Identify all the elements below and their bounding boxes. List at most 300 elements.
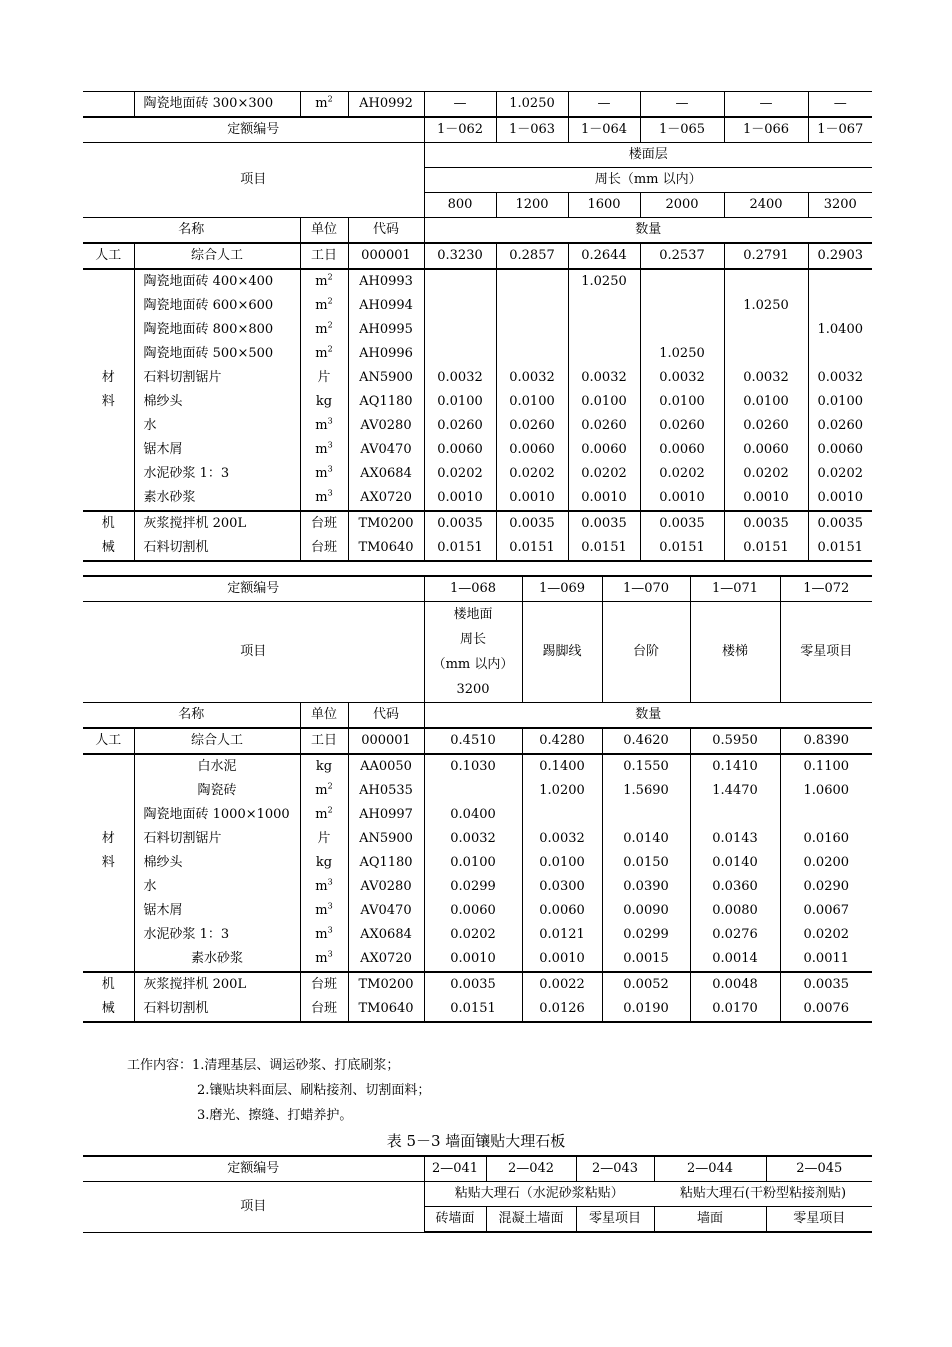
category-cell <box>83 754 134 779</box>
code-header: 代码 <box>348 218 424 244</box>
quantity-cell: 0.0151 <box>496 536 568 561</box>
unit-cell: $m^3$ <box>300 923 348 947</box>
quantity-cell: 0.2791 <box>724 243 808 269</box>
material-code: AX0720 <box>348 947 424 972</box>
work-content-label: 工作内容： <box>127 1058 193 1073</box>
quantity-cell: 0.1030 <box>424 754 522 779</box>
unit-cell: kg <box>300 851 348 875</box>
quantity-cell: 0.0100 <box>568 390 640 414</box>
machine-code: TM0640 <box>348 536 424 561</box>
category-cell: 械 <box>83 536 134 561</box>
quantity-cell: 0.0100 <box>724 390 808 414</box>
quantity-cell: 0.0060 <box>724 438 808 462</box>
material-code: AA0050 <box>348 754 424 779</box>
quantity-cell: 0.0202 <box>424 923 522 947</box>
quantity-cell: 1.0250 <box>496 92 568 118</box>
quantity-cell: 0.0100 <box>424 390 496 414</box>
category-cell <box>83 318 134 342</box>
quantity-cell: 0.0035 <box>496 511 568 536</box>
quantity-cell: 0.0035 <box>808 511 872 536</box>
quantity-cell: 0.1400 <box>522 754 602 779</box>
quota-number: 1－066 <box>724 117 808 143</box>
quantity-cell: 0.0140 <box>690 851 780 875</box>
quantity-cell: 0.0151 <box>640 536 724 561</box>
material-name: 素水砂浆 <box>134 486 300 511</box>
quantity-cell: — <box>568 92 640 118</box>
quantity-cell: 0.0060 <box>640 438 724 462</box>
quantity-cell: 0.0080 <box>690 899 780 923</box>
quantity-cell: 0.2644 <box>568 243 640 269</box>
material-code: AH0993 <box>348 269 424 294</box>
quantity-cell: 0.0100 <box>424 851 522 875</box>
unit-cell: $m^3$ <box>300 875 348 899</box>
quantity-cell: 0.0032 <box>568 366 640 390</box>
name-header: 名称 <box>83 703 300 729</box>
quantity-cell: 0.0067 <box>780 899 872 923</box>
unit-cell: $m^3$ <box>300 414 348 438</box>
unit-cell: 片 <box>300 827 348 851</box>
material-code: AH0997 <box>348 803 424 827</box>
machine-name: 灰浆搅拌机 200L <box>134 972 300 997</box>
quantity-cell <box>522 803 602 827</box>
quantity-cell: 0.0170 <box>690 997 780 1022</box>
machine-code: TM0640 <box>348 997 424 1022</box>
unit-cell: $m^2$ <box>300 269 348 294</box>
quantity-cell <box>724 318 808 342</box>
quantity-cell: 0.0010 <box>640 486 724 511</box>
unit-cell: $m^3$ <box>300 899 348 923</box>
quantity-header: 数量 <box>424 703 872 729</box>
quantity-cell: 0.2903 <box>808 243 872 269</box>
labor-name: 综合人工 <box>134 728 300 754</box>
quantity-cell <box>496 318 568 342</box>
category-cell: 料 <box>83 851 134 875</box>
category-cell <box>83 414 134 438</box>
material-name: 锯木屑 <box>134 438 300 462</box>
material-name: 陶瓷地面砖 400×400 <box>134 269 300 294</box>
quantity-cell: 0.0151 <box>724 536 808 561</box>
unit-cell: $m^3$ <box>300 947 348 972</box>
quantity-cell <box>568 294 640 318</box>
item-header: 楼梯 <box>690 602 780 703</box>
quantity-cell <box>424 294 496 318</box>
material-name: 棉纱头 <box>134 390 300 414</box>
quantity-cell: 0.0032 <box>522 827 602 851</box>
sub-header: 混凝土墙面 <box>486 1207 576 1233</box>
unit-cell: $m^2$ <box>300 92 348 118</box>
category-cell: 料 <box>83 390 134 414</box>
material-code: AH0535 <box>348 779 424 803</box>
quota-number-label: 定额编号 <box>83 117 424 143</box>
unit-cell: 台班 <box>300 972 348 997</box>
material-name: 水 <box>134 414 300 438</box>
category-cell: 机 <box>83 972 134 997</box>
quantity-cell: 0.0060 <box>496 438 568 462</box>
machine-name: 石料切割机 <box>134 997 300 1022</box>
labor-code: 000001 <box>348 243 424 269</box>
quantity-header: 数量 <box>424 218 872 244</box>
quantity-cell <box>496 269 568 294</box>
quantity-cell: 0.0048 <box>690 972 780 997</box>
quota-number: 1－067 <box>808 117 872 143</box>
item-label: 项目 <box>83 1182 424 1233</box>
quota-number: 2—042 <box>486 1156 576 1182</box>
quantity-cell <box>640 269 724 294</box>
quantity-cell: 0.8390 <box>780 728 872 754</box>
category-cell: 材 <box>83 827 134 851</box>
category-cell <box>83 438 134 462</box>
material-name: 陶瓷砖 <box>134 779 300 803</box>
quantity-cell: 0.0035 <box>640 511 724 536</box>
quantity-cell: 0.0260 <box>424 414 496 438</box>
group-header: 粘贴大理石(干粉型粘接剂贴) <box>654 1182 872 1207</box>
quantity-cell: 0.0151 <box>424 536 496 561</box>
item-floor-line: 楼地面 <box>453 607 493 622</box>
labor-code: 000001 <box>348 728 424 754</box>
material-name: 陶瓷地面砖 500×500 <box>134 342 300 366</box>
material-code: AQ1180 <box>348 851 424 875</box>
quantity-cell: 0.0060 <box>808 438 872 462</box>
unit-cell: $m^3$ <box>300 486 348 511</box>
quantity-cell: 0.0121 <box>522 923 602 947</box>
quantity-cell: 0.0202 <box>568 462 640 486</box>
quota-table-marble <box>83 1155 872 1233</box>
quantity-cell: — <box>724 92 808 118</box>
quantity-cell: 0.0010 <box>496 486 568 511</box>
sub-header: 周长（mm 以内） <box>424 168 872 193</box>
quantity-cell: 0.0035 <box>568 511 640 536</box>
quantity-cell: 0.1410 <box>690 754 780 779</box>
work-content <box>127 1056 399 1076</box>
perimeter-size: 3200 <box>808 193 872 218</box>
category-cell <box>83 342 134 366</box>
quantity-cell: 0.0400 <box>424 803 522 827</box>
item-label: 项目 <box>83 602 424 703</box>
quantity-cell: 0.4510 <box>424 728 522 754</box>
quantity-cell: 0.0202 <box>808 462 872 486</box>
material-code: AH0996 <box>348 342 424 366</box>
quantity-cell <box>640 294 724 318</box>
quantity-cell: 0.0015 <box>602 947 690 972</box>
category-cell <box>83 462 134 486</box>
quantity-cell: 1.4470 <box>690 779 780 803</box>
quota-table-floor-misc <box>83 575 872 1023</box>
quantity-cell: 0.0100 <box>522 851 602 875</box>
material-name: 陶瓷地面砖 1000×1000 <box>134 803 300 827</box>
sub-header: 砖墙面 <box>424 1207 486 1233</box>
quantity-cell: 0.0260 <box>808 414 872 438</box>
unit-header: 单位 <box>300 218 348 244</box>
quantity-cell <box>424 779 522 803</box>
unit-cell: 台班 <box>300 536 348 561</box>
quantity-cell: 0.0276 <box>690 923 780 947</box>
quota-number: 2—044 <box>654 1156 766 1182</box>
quantity-cell <box>424 318 496 342</box>
item-floor-line: （mm 以内） <box>432 657 514 672</box>
quantity-cell: 1.5690 <box>602 779 690 803</box>
material-code: AX0720 <box>348 486 424 511</box>
perimeter-size: 1200 <box>496 193 568 218</box>
quantity-cell: 0.0100 <box>496 390 568 414</box>
category-cell: 材 <box>83 366 134 390</box>
unit-cell: $m^2$ <box>300 318 348 342</box>
quantity-cell <box>496 342 568 366</box>
quantity-cell: 0.0290 <box>780 875 872 899</box>
unit-cell: 台班 <box>300 997 348 1022</box>
quantity-cell <box>690 803 780 827</box>
quantity-cell <box>496 294 568 318</box>
quantity-cell: 0.5950 <box>690 728 780 754</box>
perimeter-size: 2000 <box>640 193 724 218</box>
quantity-cell: 0.0060 <box>522 899 602 923</box>
quantity-cell: 0.0010 <box>724 486 808 511</box>
quantity-cell <box>808 269 872 294</box>
unit-cell: $m^2$ <box>300 342 348 366</box>
quantity-cell: 0.4280 <box>522 728 602 754</box>
quota-number: 1—069 <box>522 576 602 602</box>
quota-number: 1—072 <box>780 576 872 602</box>
material-name: 水泥砂浆 1：3 <box>134 923 300 947</box>
material-name: 陶瓷地面砖 300×300 <box>134 92 300 118</box>
material-code: AQ1180 <box>348 390 424 414</box>
category-cell <box>83 875 134 899</box>
quantity-cell: 0.0160 <box>780 827 872 851</box>
quantity-cell: 0.0052 <box>602 972 690 997</box>
quantity-cell <box>780 803 872 827</box>
item-label: 项目 <box>83 143 424 218</box>
quantity-cell: 0.0260 <box>640 414 724 438</box>
quantity-cell <box>808 294 872 318</box>
work-content-line-2: 2.镶贴块料面层、刷粘接剂、切割面料； <box>197 1083 431 1098</box>
quantity-cell: 0.0202 <box>424 462 496 486</box>
quota-table-floor-layer <box>83 91 872 562</box>
material-code: AX0684 <box>348 923 424 947</box>
unit-cell: $m^3$ <box>300 462 348 486</box>
quantity-cell: 0.0100 <box>640 390 724 414</box>
category-cell: 人工 <box>83 728 134 754</box>
quantity-cell: 1.0250 <box>568 269 640 294</box>
quantity-cell: 1.0250 <box>640 342 724 366</box>
quantity-cell: 0.0032 <box>424 827 522 851</box>
category-cell <box>83 803 134 827</box>
quantity-cell: 0.0010 <box>808 486 872 511</box>
quota-number: 2—041 <box>424 1156 486 1182</box>
quota-number: 1－062 <box>424 117 496 143</box>
category-cell <box>83 947 134 972</box>
item-header: 台阶 <box>602 602 690 703</box>
quantity-cell: 1.0250 <box>724 294 808 318</box>
quantity-cell: 0.0035 <box>724 511 808 536</box>
quantity-cell <box>424 342 496 366</box>
quantity-cell <box>602 803 690 827</box>
quantity-cell: 0.0060 <box>568 438 640 462</box>
quantity-cell: 0.0010 <box>424 486 496 511</box>
quota-number: 1—070 <box>602 576 690 602</box>
quantity-cell: 0.0202 <box>780 923 872 947</box>
quantity-cell <box>424 269 496 294</box>
material-name: 棉纱头 <box>134 851 300 875</box>
material-name: 素水砂浆 <box>134 947 300 972</box>
unit-cell: 工日 <box>300 728 348 754</box>
quantity-cell: — <box>808 92 872 118</box>
quantity-cell: 0.0151 <box>808 536 872 561</box>
unit-cell: $m^2$ <box>300 803 348 827</box>
quantity-cell: 0.2857 <box>496 243 568 269</box>
quantity-cell: 0.0360 <box>690 875 780 899</box>
quantity-cell: 0.1100 <box>780 754 872 779</box>
quantity-cell: 0.1550 <box>602 754 690 779</box>
category-cell <box>83 294 134 318</box>
item-floor-line: 周长 <box>460 632 487 647</box>
unit-cell: $m^2$ <box>300 294 348 318</box>
unit-cell: 台班 <box>300 511 348 536</box>
quantity-cell <box>568 318 640 342</box>
material-name: 石料切割锯片 <box>134 366 300 390</box>
quota-number: 1－065 <box>640 117 724 143</box>
quantity-cell: 0.0060 <box>424 438 496 462</box>
quantity-cell <box>640 318 724 342</box>
category-cell <box>83 923 134 947</box>
quantity-cell: 1.0600 <box>780 779 872 803</box>
quantity-cell: 0.0390 <box>602 875 690 899</box>
category-cell: 械 <box>83 997 134 1022</box>
unit-cell: 工日 <box>300 243 348 269</box>
work-content-line-1: 1.清理基层、调运砂浆、打底刷浆； <box>192 1058 400 1073</box>
quantity-cell: 0.0151 <box>568 536 640 561</box>
name-header: 名称 <box>83 218 300 244</box>
category-cell: 机 <box>83 511 134 536</box>
quota-number: 1—068 <box>424 576 522 602</box>
material-code: AN5900 <box>348 827 424 851</box>
perimeter-size: 800 <box>424 193 496 218</box>
quantity-cell: 0.0010 <box>522 947 602 972</box>
quantity-cell: 0.0035 <box>424 972 522 997</box>
perimeter-size: 1600 <box>568 193 640 218</box>
quantity-cell: 1.0400 <box>808 318 872 342</box>
quantity-cell: 0.0035 <box>780 972 872 997</box>
material-code: AN5900 <box>348 366 424 390</box>
perimeter-size: 2400 <box>724 193 808 218</box>
quantity-cell: 0.0143 <box>690 827 780 851</box>
group-header: 粘贴大理石（水泥砂浆粘贴） <box>424 1182 654 1207</box>
material-name: 石料切割锯片 <box>134 827 300 851</box>
quantity-cell: 0.0260 <box>568 414 640 438</box>
machine-name: 灰浆搅拌机 200L <box>134 511 300 536</box>
quantity-cell: 0.0190 <box>602 997 690 1022</box>
quantity-cell: 0.0299 <box>602 923 690 947</box>
category-cell: 人工 <box>83 243 134 269</box>
material-code: AH0994 <box>348 294 424 318</box>
quantity-cell: 0.0260 <box>496 414 568 438</box>
quantity-cell: 0.0014 <box>690 947 780 972</box>
code-header: 代码 <box>348 703 424 729</box>
item-header: 零星项目 <box>780 602 872 703</box>
quota-number: 1—071 <box>690 576 780 602</box>
quantity-cell: 0.0076 <box>780 997 872 1022</box>
material-name: 白水泥 <box>134 754 300 779</box>
material-name: 陶瓷地面砖 600×600 <box>134 294 300 318</box>
quantity-cell: 0.0151 <box>424 997 522 1022</box>
quantity-cell: 0.3230 <box>424 243 496 269</box>
material-name: 水泥砂浆 1：3 <box>134 462 300 486</box>
quantity-cell: 1.0200 <box>522 779 602 803</box>
sub-header: 零星项目 <box>766 1207 872 1233</box>
category-cell <box>83 779 134 803</box>
quantity-cell: 0.0032 <box>424 366 496 390</box>
item-header: 踢脚线 <box>522 602 602 703</box>
quantity-cell <box>724 269 808 294</box>
unit-cell: kg <box>300 390 348 414</box>
unit-header: 单位 <box>300 703 348 729</box>
unit-cell: $m^3$ <box>300 438 348 462</box>
material-code: AH0992 <box>348 92 424 118</box>
quantity-cell: 0.0100 <box>808 390 872 414</box>
sub-header: 零星项目 <box>576 1207 654 1233</box>
quantity-cell <box>724 342 808 366</box>
quantity-cell: 0.0260 <box>724 414 808 438</box>
work-content-line-3: 3.磨光、擦缝、打蜡养护。 <box>197 1108 353 1123</box>
item-floor-line: 3200 <box>456 682 490 697</box>
material-name: 陶瓷地面砖 800×800 <box>134 318 300 342</box>
quantity-cell: 0.0032 <box>640 366 724 390</box>
quantity-cell: 0.0032 <box>808 366 872 390</box>
machine-code: TM0200 <box>348 511 424 536</box>
quota-number: 1－064 <box>568 117 640 143</box>
quota-number: 2—045 <box>766 1156 872 1182</box>
quantity-cell: 0.0200 <box>780 851 872 875</box>
quantity-cell: 0.0202 <box>724 462 808 486</box>
quantity-cell: 0.0035 <box>424 511 496 536</box>
quantity-cell: 0.0032 <box>724 366 808 390</box>
material-name: 水 <box>134 875 300 899</box>
quota-number: 1－063 <box>496 117 568 143</box>
category-cell <box>83 269 134 294</box>
quota-number: 2—043 <box>576 1156 654 1182</box>
category-cell <box>83 92 134 118</box>
quantity-cell: 0.0011 <box>780 947 872 972</box>
quantity-cell: — <box>640 92 724 118</box>
machine-code: TM0200 <box>348 972 424 997</box>
unit-cell: 片 <box>300 366 348 390</box>
quantity-cell: 0.0300 <box>522 875 602 899</box>
quantity-cell: — <box>424 92 496 118</box>
quantity-cell: 0.0202 <box>496 462 568 486</box>
category-cell <box>83 486 134 511</box>
group-header: 楼面层 <box>424 143 872 168</box>
material-code: AH0995 <box>348 318 424 342</box>
material-code: AV0280 <box>348 414 424 438</box>
material-code: AV0470 <box>348 899 424 923</box>
quantity-cell: 0.0022 <box>522 972 602 997</box>
quantity-cell: 0.0032 <box>496 366 568 390</box>
quantity-cell: 0.0150 <box>602 851 690 875</box>
item-floor-header <box>424 602 522 703</box>
material-name: 锯木屑 <box>134 899 300 923</box>
quantity-cell: 0.2537 <box>640 243 724 269</box>
table-caption: 表 5－3 墙面镶贴大理石板 <box>386 1132 566 1150</box>
quantity-cell: 0.0202 <box>640 462 724 486</box>
sub-header: 墙面 <box>654 1207 766 1233</box>
quantity-cell: 0.4620 <box>602 728 690 754</box>
quantity-cell: 0.0140 <box>602 827 690 851</box>
quota-number-label: 定额编号 <box>83 1156 424 1182</box>
quantity-cell: 0.0299 <box>424 875 522 899</box>
unit-cell: kg <box>300 754 348 779</box>
quantity-cell: 0.0090 <box>602 899 690 923</box>
labor-name: 综合人工 <box>134 243 300 269</box>
machine-name: 石料切割机 <box>134 536 300 561</box>
quantity-cell: 0.0010 <box>568 486 640 511</box>
